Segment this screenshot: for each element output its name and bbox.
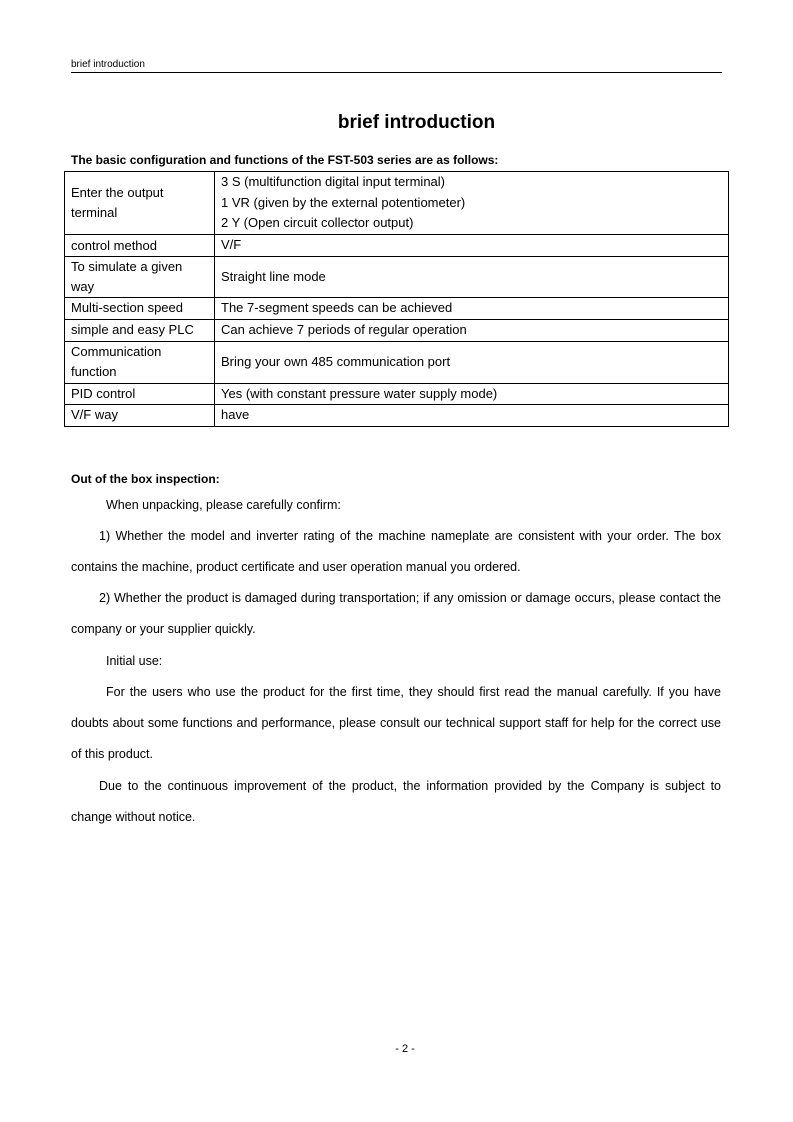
inspection-item-1: 1) Whether the model and inverter rating of the machine nameplate are consistent with your order. The box contains the machine, product certificate and user operation manual you ordered. [71, 529, 721, 574]
table-cell-value [215, 319, 729, 341]
page-title: brief introduction [337, 112, 496, 133]
table-cell-label: PID control [65, 383, 215, 405]
table-row [65, 405, 729, 427]
table-row [65, 298, 729, 320]
running-header: brief introduction [71, 59, 722, 73]
table-cell-line: Straight line mode [221, 268, 326, 284]
page-number: - 2 - [395, 1043, 415, 1055]
table-cell-label: Multi-section speed [65, 298, 215, 320]
table-cell-line: have [221, 407, 250, 422]
table-cell-value [215, 298, 729, 320]
table-cell-line: 1 VR (given by the external potentiometer) [221, 194, 466, 210]
table-cell-label: simple and easy PLC [65, 319, 215, 341]
table-row [65, 341, 729, 383]
table-cell-value [215, 257, 729, 298]
table-cell-value [215, 383, 729, 405]
table-cell-line: The 7-segment speeds can be achieved [221, 300, 453, 315]
table-row [65, 257, 729, 298]
table-cell-line: 2 Y (Open circuit collector output) [221, 215, 414, 231]
table-row [65, 383, 729, 405]
table-cell-label: control method [65, 235, 215, 257]
table-cell-value [215, 172, 729, 235]
inspection-heading: Out of the box inspection: [71, 472, 220, 486]
table-cell-line: V/F [221, 237, 242, 253]
table-cell-label: Communication function [65, 341, 215, 383]
unpack-intro: When unpacking, please carefully confirm: [106, 498, 341, 512]
table-cell-line: Yes (with constant pressure water supply mode) [221, 385, 498, 401]
table-cell-line: Bring your own 485 communication port [221, 353, 451, 369]
table-cell-value [215, 235, 729, 257]
inspection-item-2: 2) Whether the product is damaged during transportation; if any omission or damage occurs, please contact the company or your supplier quickly. [71, 591, 721, 636]
table-intro: The basic configuration and functions of the FST-503 series are as follows: [71, 153, 499, 167]
table-row [65, 235, 729, 257]
table-cell-value [215, 405, 729, 427]
table-row [65, 319, 729, 341]
table-cell-line: 3 S (multifunction digital input terminal) [221, 174, 445, 190]
table-row [65, 172, 729, 235]
table-cell-label: To simulate a given way [65, 257, 215, 298]
spec-table [64, 171, 729, 427]
table-cell-value [215, 341, 729, 383]
initial-use-text: For the users who use the product for the first time, they should first read the manual carefully. If you have doubts about some functions and performance, please consult our technical support staff for help for the correct use of this product. [71, 685, 721, 761]
initial-use-label: Initial use: [106, 654, 163, 668]
change-notice: Due to the continuous improvement of the product, the information provided by the Company is subject to change without notice. [71, 779, 721, 824]
table-cell-label: Enter the output terminal [65, 172, 215, 235]
table-cell-label: V/F way [65, 405, 215, 427]
table-cell-line: Can achieve 7 periods of regular operation [221, 321, 467, 337]
